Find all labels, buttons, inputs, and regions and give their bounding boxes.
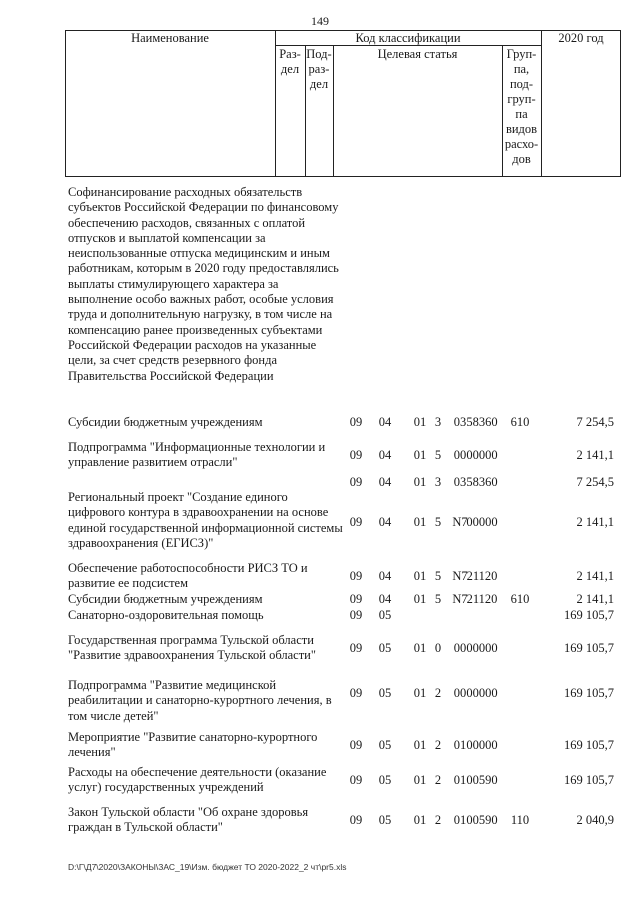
- group-cell: 110: [510, 813, 530, 827]
- razdel-cell: 09: [349, 515, 363, 529]
- direction-code-cell: 00000: [466, 515, 498, 529]
- program-code-cell: 01: [413, 515, 427, 529]
- subprogram-code-cell: 5: [434, 592, 442, 606]
- event-code-cell: 00: [453, 686, 467, 700]
- podrazdel-cell: 05: [378, 686, 392, 700]
- razdel-cell: 09: [349, 773, 363, 787]
- razdel-cell: 09: [349, 686, 363, 700]
- event-code-cell: 03: [453, 475, 467, 489]
- podrazdel-cell: 05: [378, 641, 392, 655]
- subprogram-code-cell: 5: [434, 569, 442, 583]
- table-header: [65, 30, 621, 177]
- podrazdel-cell: 04: [378, 475, 392, 489]
- razdel-cell: 09: [349, 569, 363, 583]
- header-group: Груп- па, под- груп- па видов расхо- дов: [504, 47, 539, 166]
- header-code: Код классификации: [355, 31, 461, 45]
- razdel-cell: 09: [349, 641, 363, 655]
- program-code-cell: 01: [413, 813, 427, 827]
- direction-code-cell: 00590: [466, 813, 498, 827]
- subprogram-code-cell: 5: [434, 515, 442, 529]
- program-code-cell: 01: [413, 641, 427, 655]
- row-amount: 169 105,7: [564, 773, 614, 787]
- event-code-cell: N7: [452, 515, 468, 529]
- row-name: Подпрограмма "Развитие медицинской реабилитации и санаторно-курортного лечения, в том числе детей": [68, 678, 332, 723]
- direction-code-cell: 00000: [466, 738, 498, 752]
- row-name: Субсидии бюджетным учреждениям: [68, 592, 263, 606]
- razdel-cell: 09: [349, 448, 363, 462]
- row-name: Обеспечение работоспособности РИСЗ ТО и развитие ее подсистем: [68, 561, 308, 591]
- event-code-cell: 00: [453, 448, 467, 462]
- subprogram-code-cell: 3: [434, 475, 442, 489]
- program-code-cell: 01: [413, 592, 427, 606]
- direction-code-cell: 21120: [466, 569, 498, 583]
- razdel-cell: 09: [349, 738, 363, 752]
- direction-code-cell: 58360: [466, 475, 498, 489]
- podrazdel-cell: 05: [378, 813, 392, 827]
- row-amount: 7 254,5: [576, 475, 614, 489]
- file-path: D:\Г\Д7\2020\ЗАКОНЫ\ЗАС_19\Изм. бюджет ТО 2020-2022_2 чт\pr5.xls: [68, 862, 347, 872]
- row-name: Санаторно-оздоровительная помощь: [68, 608, 264, 622]
- row-amount: 169 105,7: [564, 608, 614, 622]
- program-code-cell: 01: [413, 569, 427, 583]
- row-amount: 169 105,7: [564, 738, 614, 752]
- header-razdel: Раз- дел: [279, 47, 301, 76]
- header-bottom-border: [65, 176, 621, 177]
- direction-code-cell: 00590: [466, 773, 498, 787]
- event-code-cell: 03: [453, 415, 467, 429]
- subprogram-code-cell: 2: [434, 813, 442, 827]
- subprogram-code-cell: 0: [434, 641, 442, 655]
- group-cell: 610: [510, 592, 530, 606]
- subprogram-code-cell: 5: [434, 448, 442, 462]
- razdel-cell: 09: [349, 813, 363, 827]
- event-code-cell: N7: [452, 592, 468, 606]
- program-code-cell: 01: [413, 448, 427, 462]
- podrazdel-cell: 04: [378, 415, 392, 429]
- row-amount: 169 105,7: [564, 641, 614, 655]
- event-code-cell: 01: [453, 773, 467, 787]
- direction-code-cell: 21120: [466, 592, 498, 606]
- direction-code-cell: 00000: [466, 448, 498, 462]
- row-name: Мероприятие "Развитие санаторно-курортного лечения": [68, 730, 318, 760]
- podrazdel-cell: 05: [378, 738, 392, 752]
- row-name: Региональный проект "Создание единого цифрового контура в здравоохранении на основе единой государственной информационной системы здравоохранения (ЕГИСЗ)": [68, 490, 343, 550]
- podrazdel-cell: 04: [378, 515, 392, 529]
- razdel-cell: 09: [349, 608, 363, 622]
- row-name: Подпрограмма "Информационные технологии и управление развитием отрасли": [68, 440, 326, 470]
- razdel-cell: 09: [349, 415, 363, 429]
- row-amount: 2 141,1: [576, 448, 614, 462]
- podrazdel-cell: 05: [378, 773, 392, 787]
- event-code-cell: 01: [453, 813, 467, 827]
- header-podrazdel: Под- раз- дел: [306, 47, 332, 91]
- row-name: Расходы на обеспечение деятельности (оказание услуг) государственных учреждений: [68, 765, 327, 795]
- row-amount: 169 105,7: [564, 686, 614, 700]
- event-code-cell: 00: [453, 641, 467, 655]
- subprogram-code-cell: 2: [434, 738, 442, 752]
- razdel-cell: 09: [349, 592, 363, 606]
- program-code-cell: 01: [413, 686, 427, 700]
- direction-code-cell: 58360: [466, 415, 498, 429]
- podrazdel-cell: 04: [378, 569, 392, 583]
- subprogram-code-cell: 3: [434, 415, 442, 429]
- razdel-cell: 09: [349, 475, 363, 489]
- row-amount: 2 040,9: [576, 813, 614, 827]
- header-name: Наименование: [131, 31, 209, 45]
- direction-code-cell: 00000: [466, 686, 498, 700]
- row-amount: 2 141,1: [576, 515, 614, 529]
- program-code-cell: 01: [413, 415, 427, 429]
- row-amount: 2 141,1: [576, 592, 614, 606]
- program-code-cell: 01: [413, 475, 427, 489]
- row-amount: 7 254,5: [576, 415, 614, 429]
- row-amount: 2 141,1: [576, 569, 614, 583]
- program-code-cell: 01: [413, 773, 427, 787]
- row-name: Софинансирование расходных обязательств субъектов Российской Федерации по финансовому обеспечению расходов, связанных с оплатой отпусков и выплатой компенсации за неиспользованные отпуска медицинским и иным работникам, которым в 2020 году предоставлялись выплаты стимулирующего характера за выполнение особо важных работ, особые условия труда и дополнительную нагрузку, в том числе на компенсацию ранее произведенных субъектами Российской Федерации расходов на указанные цели, за счет средств резервного фонда Правительства Российской Федерации: [68, 185, 339, 383]
- podrazdel-cell: 04: [378, 592, 392, 606]
- header-target: Целевая статья: [377, 47, 458, 61]
- group-cell: 610: [510, 415, 530, 429]
- event-code-cell: N7: [452, 569, 468, 583]
- page-number: 149: [311, 14, 329, 28]
- row-name: Субсидии бюджетным учреждениям: [68, 415, 263, 429]
- podrazdel-cell: 04: [378, 448, 392, 462]
- row-name: Государственная программа Тульской области "Развитие здравоохранения Тульской области": [68, 633, 316, 663]
- header-divider: [541, 30, 542, 177]
- header-right-border: [620, 30, 621, 177]
- header-left-border: [65, 30, 66, 177]
- header-divider: [333, 45, 334, 177]
- header-year: 2020 год: [558, 31, 604, 45]
- event-code-cell: 01: [453, 738, 467, 752]
- subprogram-code-cell: 2: [434, 686, 442, 700]
- subprogram-code-cell: 2: [434, 773, 442, 787]
- podrazdel-cell: 05: [378, 608, 392, 622]
- direction-code-cell: 00000: [466, 641, 498, 655]
- row-name: Закон Тульской области "Об охране здоровья граждан в Тульской области": [68, 805, 309, 835]
- program-code-cell: 01: [413, 738, 427, 752]
